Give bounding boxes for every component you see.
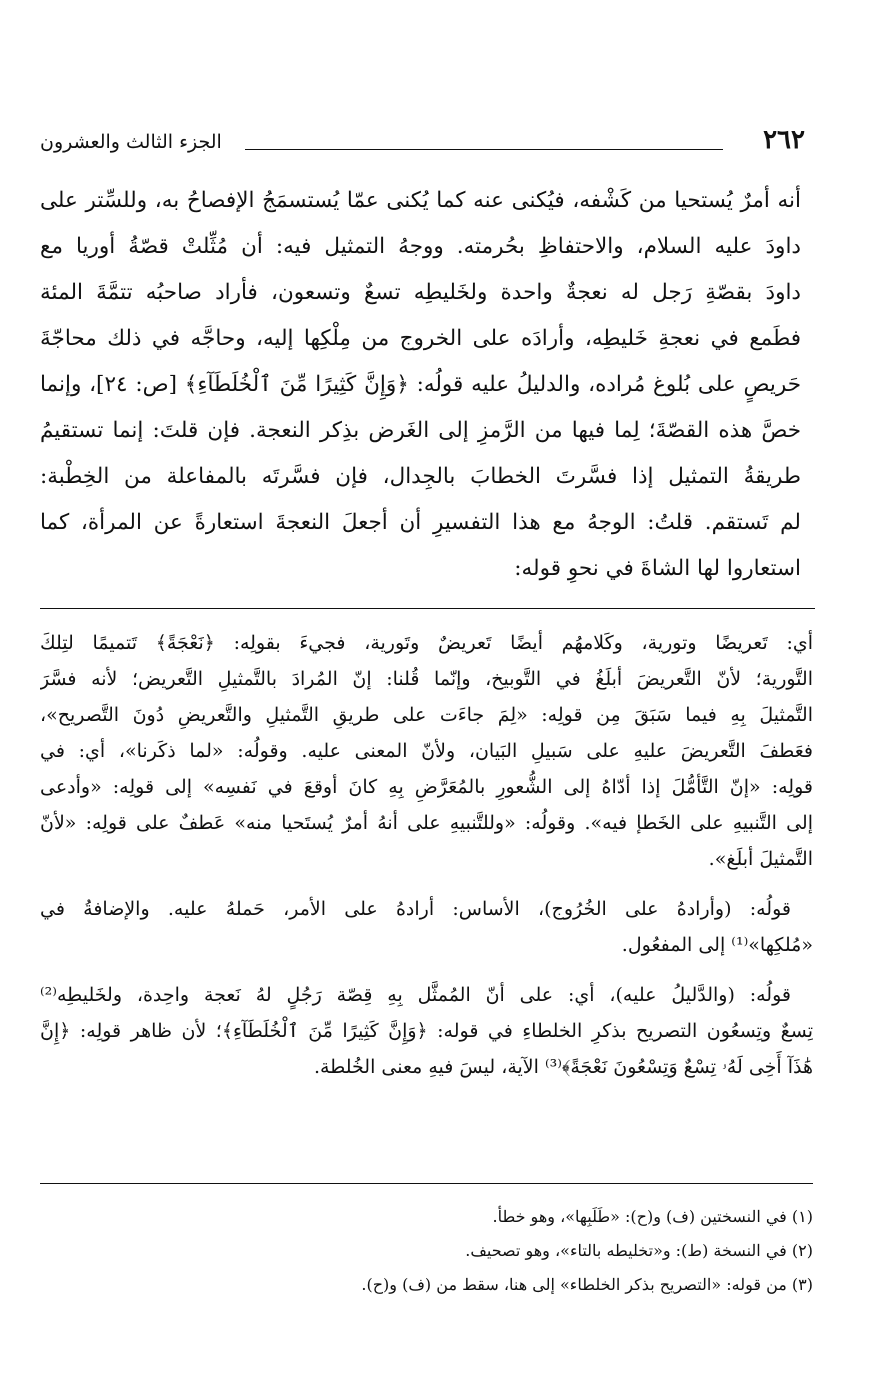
commentary-line: أي: تَعريضًا وتورية، وكَلامهُم أيضًا تَعريضٌ وتَورية، فجيءَ بقولِه: ﴿نَعْجَةً﴾ تَتميمًا لتِلكَ xyxy=(40,632,813,654)
commentary-paragraph xyxy=(40,625,813,877)
main-text-line: حَريصٍ على بُلوغ مُراده، والدليلُ عليه قولُه: ﴿وَإِنَّ كَثِيرًا مِّنَ ٱلْخُلَطَآءِ﴾ [ص: ٢٤]، وإنما xyxy=(40,372,801,397)
footnote: (٣) من قوله: «التصريح بذكر الخلطاء» إلى هنا، سقط من (ف) و(ح). xyxy=(361,1275,813,1294)
page-header xyxy=(40,125,805,165)
commentary-line: هَٰذَآ أَخِى لَهُۥ تِسْعٌ وَتِسْعُونَ نَعْجَةً﴾⁽³⁾ الآية، ليسَ فيهِ معنى الخُلطة. xyxy=(313,1056,813,1078)
commentary-paragraph xyxy=(40,891,813,963)
main-text-line: استعاروا لها الشاةَ في نحوِ قوله: xyxy=(514,556,801,581)
main-text-line: فطَمع في نعجةِ خَليطِه، وأرادَه على الخروج من مِلْكِها إليه، وحاجَّه في ذلك محاجّةَ xyxy=(40,326,801,351)
commentary-line: قولُه: (والدَّليلُ عليه)، أي: على أنّ المُمثَّل بِهِ قِصّة رَجُلٍ لهُ نَعجة واحِدة، ولخَليطِه⁽²⁾ xyxy=(40,984,791,1006)
footnote-divider xyxy=(40,1183,813,1184)
main-text-line: لم تَستقم. قلتُ: الوجهُ مع هذا التفسيرِ أن أجعلَ النعجةَ استعارةً عن المرأة، كما xyxy=(40,510,801,535)
page-number: ٢٦٢ xyxy=(763,125,805,155)
commentary-line: التَّمثيلَ بِهِ فيما سَبَقَ مِن قولِه: «لِمَ جاءَت على طريقِ التَّمثيلِ والتَّعريضِ دُونَ التَّصريح»، xyxy=(40,704,813,726)
header-rule xyxy=(245,149,723,150)
commentary-line: إلى التَّنبيهِ على الخَطإ فيه». وقولُه: «وللتَّنبيهِ على أنهُ أمرٌ يُستَحيا منه» عَطفٌ على قولِه: «لأنّ xyxy=(40,812,813,834)
commentary-line: قولُه: (وأرادهُ على الخُرُوج)، الأساس: أرادهُ على الأمر، حَملهُ عليه. والإضافةُ في xyxy=(40,898,791,920)
main-text-line: طريقةُ التمثيل إذا فسَّرتَ الخطابَ بالجِدال، فإن فسَّرتَه بالمفاعلة من الخِطْبة: xyxy=(40,464,801,489)
commentary-line: التَّورية؛ لأنّ التَّعريضَ أبلَغُ في التَّوبيخ، وإنّما قُلنا: إنّ المُرادَ بالتَّمثيلِ التَّعريض؛ لأنه فسَّرَ xyxy=(40,668,813,690)
main-text-line: داودَ عليه السلام، والاحتفاظِ بحُرمته. ووجهُ التمثيل فيه: أن مُثِّلتْ قصّةُ أوريا مع xyxy=(40,234,801,259)
footnote: (١) في النسختين (ف) و(ح): «طَلَبِها»، وهو خطأ. xyxy=(492,1207,813,1226)
section-divider xyxy=(40,608,815,609)
commentary xyxy=(40,625,813,1099)
volume-title: الجزء الثالث والعشرون xyxy=(40,131,222,153)
commentary-line: التَّمثيلَ أبلَغ». xyxy=(708,848,813,870)
commentary-line: فعَطفَ التَّعريضَ عليهِ على سَبيلِ البَيان، ولأنّ المعنى عليه. وقولُه: «لما ذكَرنا»، أي: في xyxy=(40,740,813,762)
commentary-line: قولِه: «إنّ التَّأمُّلَ إذا أدّاهُ إلى الشُّعورِ بالمُعَرَّضِ بِهِ كانَ أوقعَ في نَفسِه» إلى قولِه: «وأدعى xyxy=(40,776,813,798)
commentary-paragraph xyxy=(40,977,813,1085)
commentary-line: «مُلكِها»⁽¹⁾ إلى المفعُول. xyxy=(621,934,813,956)
main-text-line: خصَّ هذه القصّةَ؛ لِما فيها من الرَّمزِ إلى الغَرض بذِكر النعجة. فإن قلتَ: إنما تستقيمُ xyxy=(40,418,801,443)
main-text-line: داودَ بقصّةِ رَجل له نعجةٌ واحدة ولخَليطِه تسعٌ وتسعون، فأراد صاحبُه تتمَّةَ المئة xyxy=(40,280,801,305)
commentary-line: تِسعٌ وتِسعُون التصريح بذكرِ الخلطاءِ في قوله: ﴿وَإِنَّ كَثِيرًا مِّنَ ٱلْخُلَطَآءِ﴾؛ لأن ظاهر قولِه: ﴿إِنَّ xyxy=(40,1020,813,1042)
main-text xyxy=(40,178,801,592)
main-text-line: أنه أمرٌ يُستحيا من كَشْفه، فيُكنى عنه كما يُكنى عمّا يُستسمَجُ الإفصاحُ به، وللسِّتر على xyxy=(40,188,801,213)
footnote: (٢) في النسخة (ط): و«تخليطه بالتاء»، وهو تصحيف. xyxy=(465,1241,813,1260)
footnotes xyxy=(40,1200,813,1302)
